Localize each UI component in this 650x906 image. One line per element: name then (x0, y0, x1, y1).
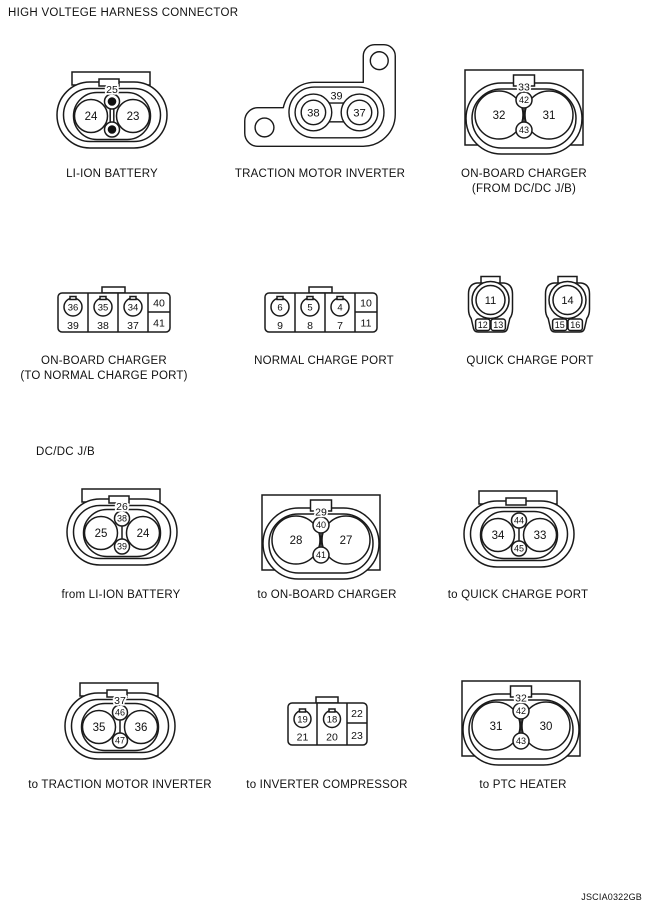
pin-number: 35 (97, 302, 109, 314)
pin-number: 45 (513, 543, 525, 554)
pin-number: 4 (337, 302, 343, 314)
pin-number: 15 (554, 319, 565, 330)
connector-label: to QUICK CHARGE PORT (447, 589, 589, 601)
connector-label (4, 354, 204, 384)
connector-label: NORMAL CHARGE PORT (254, 355, 394, 367)
connector-label: to TRACTION MOTOR INVERTER (28, 779, 212, 791)
connector-dcdc-to-on-board-charger (260, 494, 382, 582)
connector-dcdc-to-ptc-heater (460, 680, 582, 768)
label-line-1: ON-BOARD CHARGER (461, 168, 587, 180)
pin-number: 24 (136, 528, 150, 540)
pin-number: 37 (127, 320, 139, 332)
pin-number: 41 (153, 317, 165, 330)
connector-label: TRACTION MOTOR INVERTER (234, 168, 406, 180)
pin-number: 39 (116, 541, 128, 552)
connector-label: LI-ION BATTERY (66, 168, 158, 180)
pin-number: 46 (114, 707, 126, 718)
pin-number: 8 (307, 320, 313, 332)
section-title: DC/DC J/B (36, 446, 95, 458)
connector-label: to ON-BOARD CHARGER (257, 589, 397, 601)
connector-dcdc-to-quick-charge-port (463, 490, 575, 572)
pin-number: 26 (116, 501, 128, 513)
connector-li-ion-battery (56, 71, 168, 153)
pin-number: 11 (484, 295, 497, 307)
pin-number: 16 (570, 319, 581, 330)
label-line-2: (TO NORMAL CHARGE PORT) (20, 370, 188, 382)
connector-quick-charge-port (467, 276, 591, 338)
quick-charge-unit-1 (469, 277, 513, 333)
pin-number: 13 (493, 319, 504, 330)
label-line-1: ON-BOARD CHARGER (41, 355, 167, 367)
pin-number: 5 (307, 302, 313, 314)
pin-number: 18 (326, 714, 338, 726)
connector-dcdc-from-li-ion-battery (66, 488, 178, 570)
pin-number: 36 (67, 302, 79, 314)
connector-dcdc-to-inverter-compressor (280, 696, 376, 746)
connector-dcdc-to-traction-motor-inverter (64, 682, 176, 764)
pin-number: 44 (513, 515, 525, 526)
pin-number: 25 (94, 528, 108, 540)
pin-number: 42 (515, 706, 527, 716)
connector-normal-charge-port (261, 286, 381, 336)
pin-number: 14 (561, 295, 574, 307)
connector-label: to PTC HEATER (479, 779, 567, 791)
connector-label: QUICK CHARGE PORT (466, 355, 594, 367)
pin-number: 33 (533, 530, 547, 542)
label-line-2: (FROM DC/DC J/B) (471, 183, 577, 195)
connector-on-board-charger-to-ncp (54, 286, 174, 336)
pin-number: 39 (67, 320, 79, 332)
figure-code: JSCIA0322GB (581, 892, 642, 902)
quick-charge-unit-2 (546, 277, 590, 333)
pin-number: 25 (106, 84, 118, 96)
pin-number: 39 (330, 90, 343, 103)
pin-number: 27 (339, 535, 353, 547)
pin-number: 38 (307, 107, 320, 120)
pin-number: 43 (515, 736, 527, 746)
pin-number: 38 (116, 513, 128, 524)
pin-number: 30 (539, 721, 553, 733)
pin-number: 41 (315, 550, 327, 560)
pin-number: 12 (477, 319, 488, 330)
pin-number: 10 (360, 297, 372, 310)
page-title: HIGH VOLTEGE HARNESS CONNECTOR (8, 7, 239, 19)
connector-label: to INVERTER COMPRESSOR (246, 779, 408, 791)
pin-number: 29 (315, 506, 327, 519)
pin-number: 9 (277, 320, 283, 332)
pin-number: 34 (491, 530, 505, 542)
pin-number: 47 (114, 735, 126, 746)
pin-number: 37 (114, 695, 126, 707)
pin-number: 32 (515, 692, 527, 705)
pin-number: 21 (296, 731, 309, 744)
connector-traction-motor-inverter (240, 40, 400, 151)
pin-number: 7 (337, 320, 343, 332)
pin-number: 34 (127, 302, 139, 314)
pin-number: 33 (518, 81, 530, 94)
pin-number: 37 (353, 107, 366, 120)
pin-number: 35 (92, 722, 106, 734)
pin-number: 36 (134, 722, 148, 734)
pin-number: 40 (315, 520, 327, 530)
mount-hole (370, 52, 388, 70)
mount-hole (255, 118, 274, 137)
pin-number: 38 (97, 320, 109, 332)
pin-number: 11 (360, 317, 372, 330)
pin-number: 31 (542, 110, 556, 122)
pin-number: 23 (351, 730, 363, 742)
connector-label: from LI-ION BATTERY (61, 589, 181, 601)
connector-on-board-charger-from-dcdc (463, 69, 585, 157)
pin-number: 6 (277, 302, 283, 314)
pin-number: 31 (489, 721, 503, 733)
pin-number: 32 (492, 110, 506, 122)
pin-number: 20 (326, 731, 338, 744)
pin-number: 40 (153, 297, 165, 310)
pin-number: 19 (297, 714, 308, 726)
connector-label (424, 167, 624, 197)
pin-number: 43 (518, 125, 530, 135)
pin-number: 22 (351, 708, 363, 720)
pin-number: 24 (84, 111, 98, 123)
pin-number: 28 (289, 535, 303, 547)
pin-number: 23 (126, 111, 140, 123)
pin-number: 42 (518, 95, 530, 105)
